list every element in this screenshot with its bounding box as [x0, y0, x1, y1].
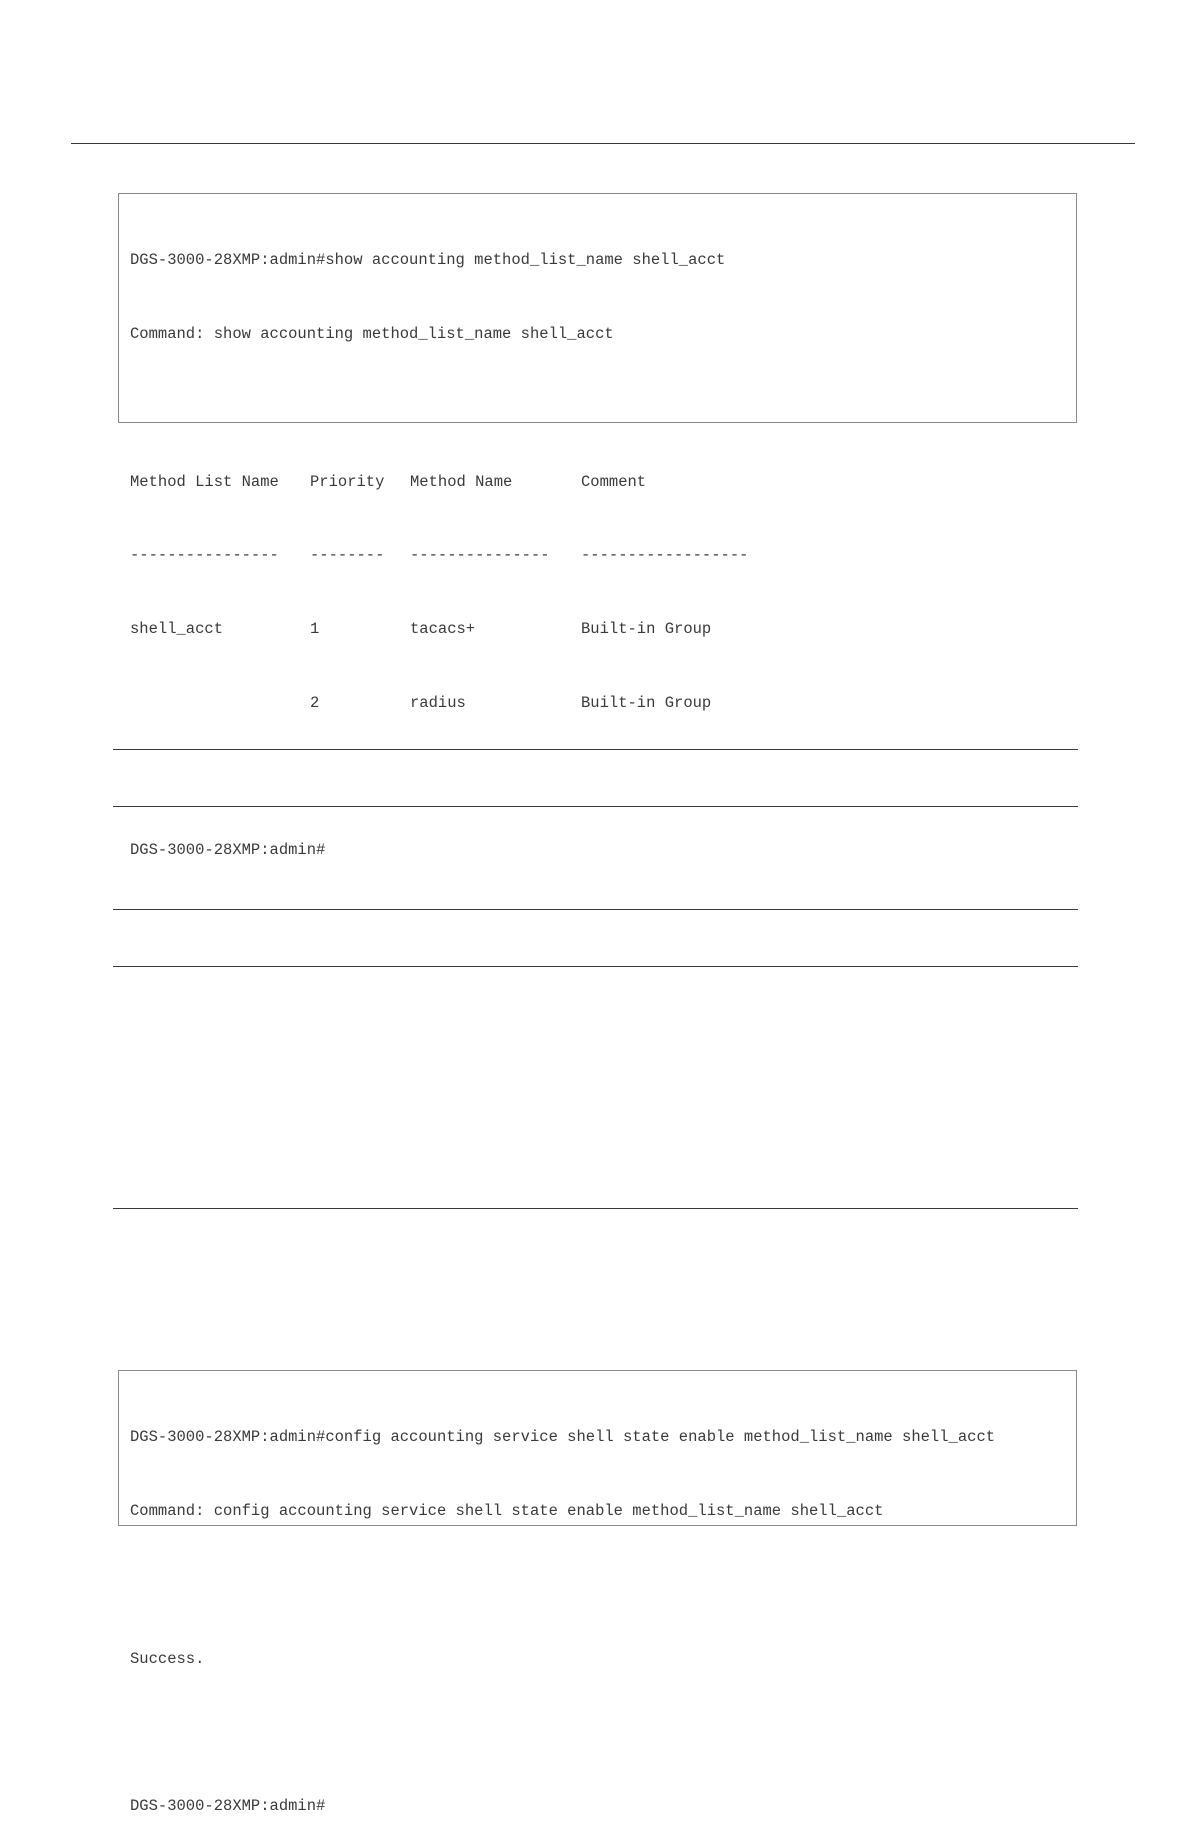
header-method-list-name: Method List Name: [130, 472, 279, 491]
cell-comment: Built-in Group: [581, 693, 712, 712]
cli-output-config-accounting: [118, 1370, 1077, 1816]
cell-method-list-name: shell_acct: [130, 620, 224, 639]
cli-blank-line: [130, 396, 1065, 421]
cell-priority: 2: [310, 693, 320, 712]
cli-result: Success.: [130, 1649, 205, 1668]
separator-4: ------------------: [581, 546, 749, 565]
table-rule: [113, 806, 1078, 807]
separator-1: ----------------: [130, 546, 279, 565]
cell-method-name: tacacs+: [410, 620, 476, 639]
cli-blank-line: [130, 765, 1065, 790]
cli-command-echo: Command: config accounting service shell state enable method_list_name shell_acct: [130, 1501, 884, 1520]
cli-table-header: [130, 470, 1065, 495]
cli-table-separator: [130, 543, 1065, 568]
header-comment: Comment: [581, 472, 647, 491]
cli-prompt-line: DGS-3000-28XMP:admin#config accounting service shell state enable method_list_name shell_acct: [130, 1428, 996, 1447]
table-rule: [113, 1208, 1078, 1209]
cli-command-echo: Command: show accounting method_list_name shell_acct: [130, 324, 614, 343]
header-method-name: Method Name: [410, 472, 513, 491]
cell-priority: 1: [310, 620, 320, 639]
cli-table-row: [130, 617, 1065, 642]
cli-blank-line: [130, 1720, 1065, 1745]
header-priority: Priority: [310, 472, 385, 491]
separator-2: --------: [310, 546, 385, 565]
cli-prompt-line: DGS-3000-28XMP:admin#show accounting method_list_name shell_acct: [130, 251, 726, 270]
cell-method-name: radius: [410, 693, 466, 712]
cli-final-prompt: DGS-3000-28XMP:admin#: [130, 1797, 326, 1816]
cli-blank-line: [130, 1573, 1065, 1598]
cli-final-prompt: DGS-3000-28XMP:admin#: [130, 841, 326, 860]
table-rule: [113, 966, 1078, 967]
cell-comment: Built-in Group: [581, 620, 712, 639]
table-rule: [113, 749, 1078, 750]
separator-3: ---------------: [410, 546, 550, 565]
cli-output-show-accounting: [118, 193, 1077, 860]
cli-table-row: [130, 691, 1065, 716]
header-rule: [71, 143, 1135, 144]
table-rule: [113, 909, 1078, 910]
